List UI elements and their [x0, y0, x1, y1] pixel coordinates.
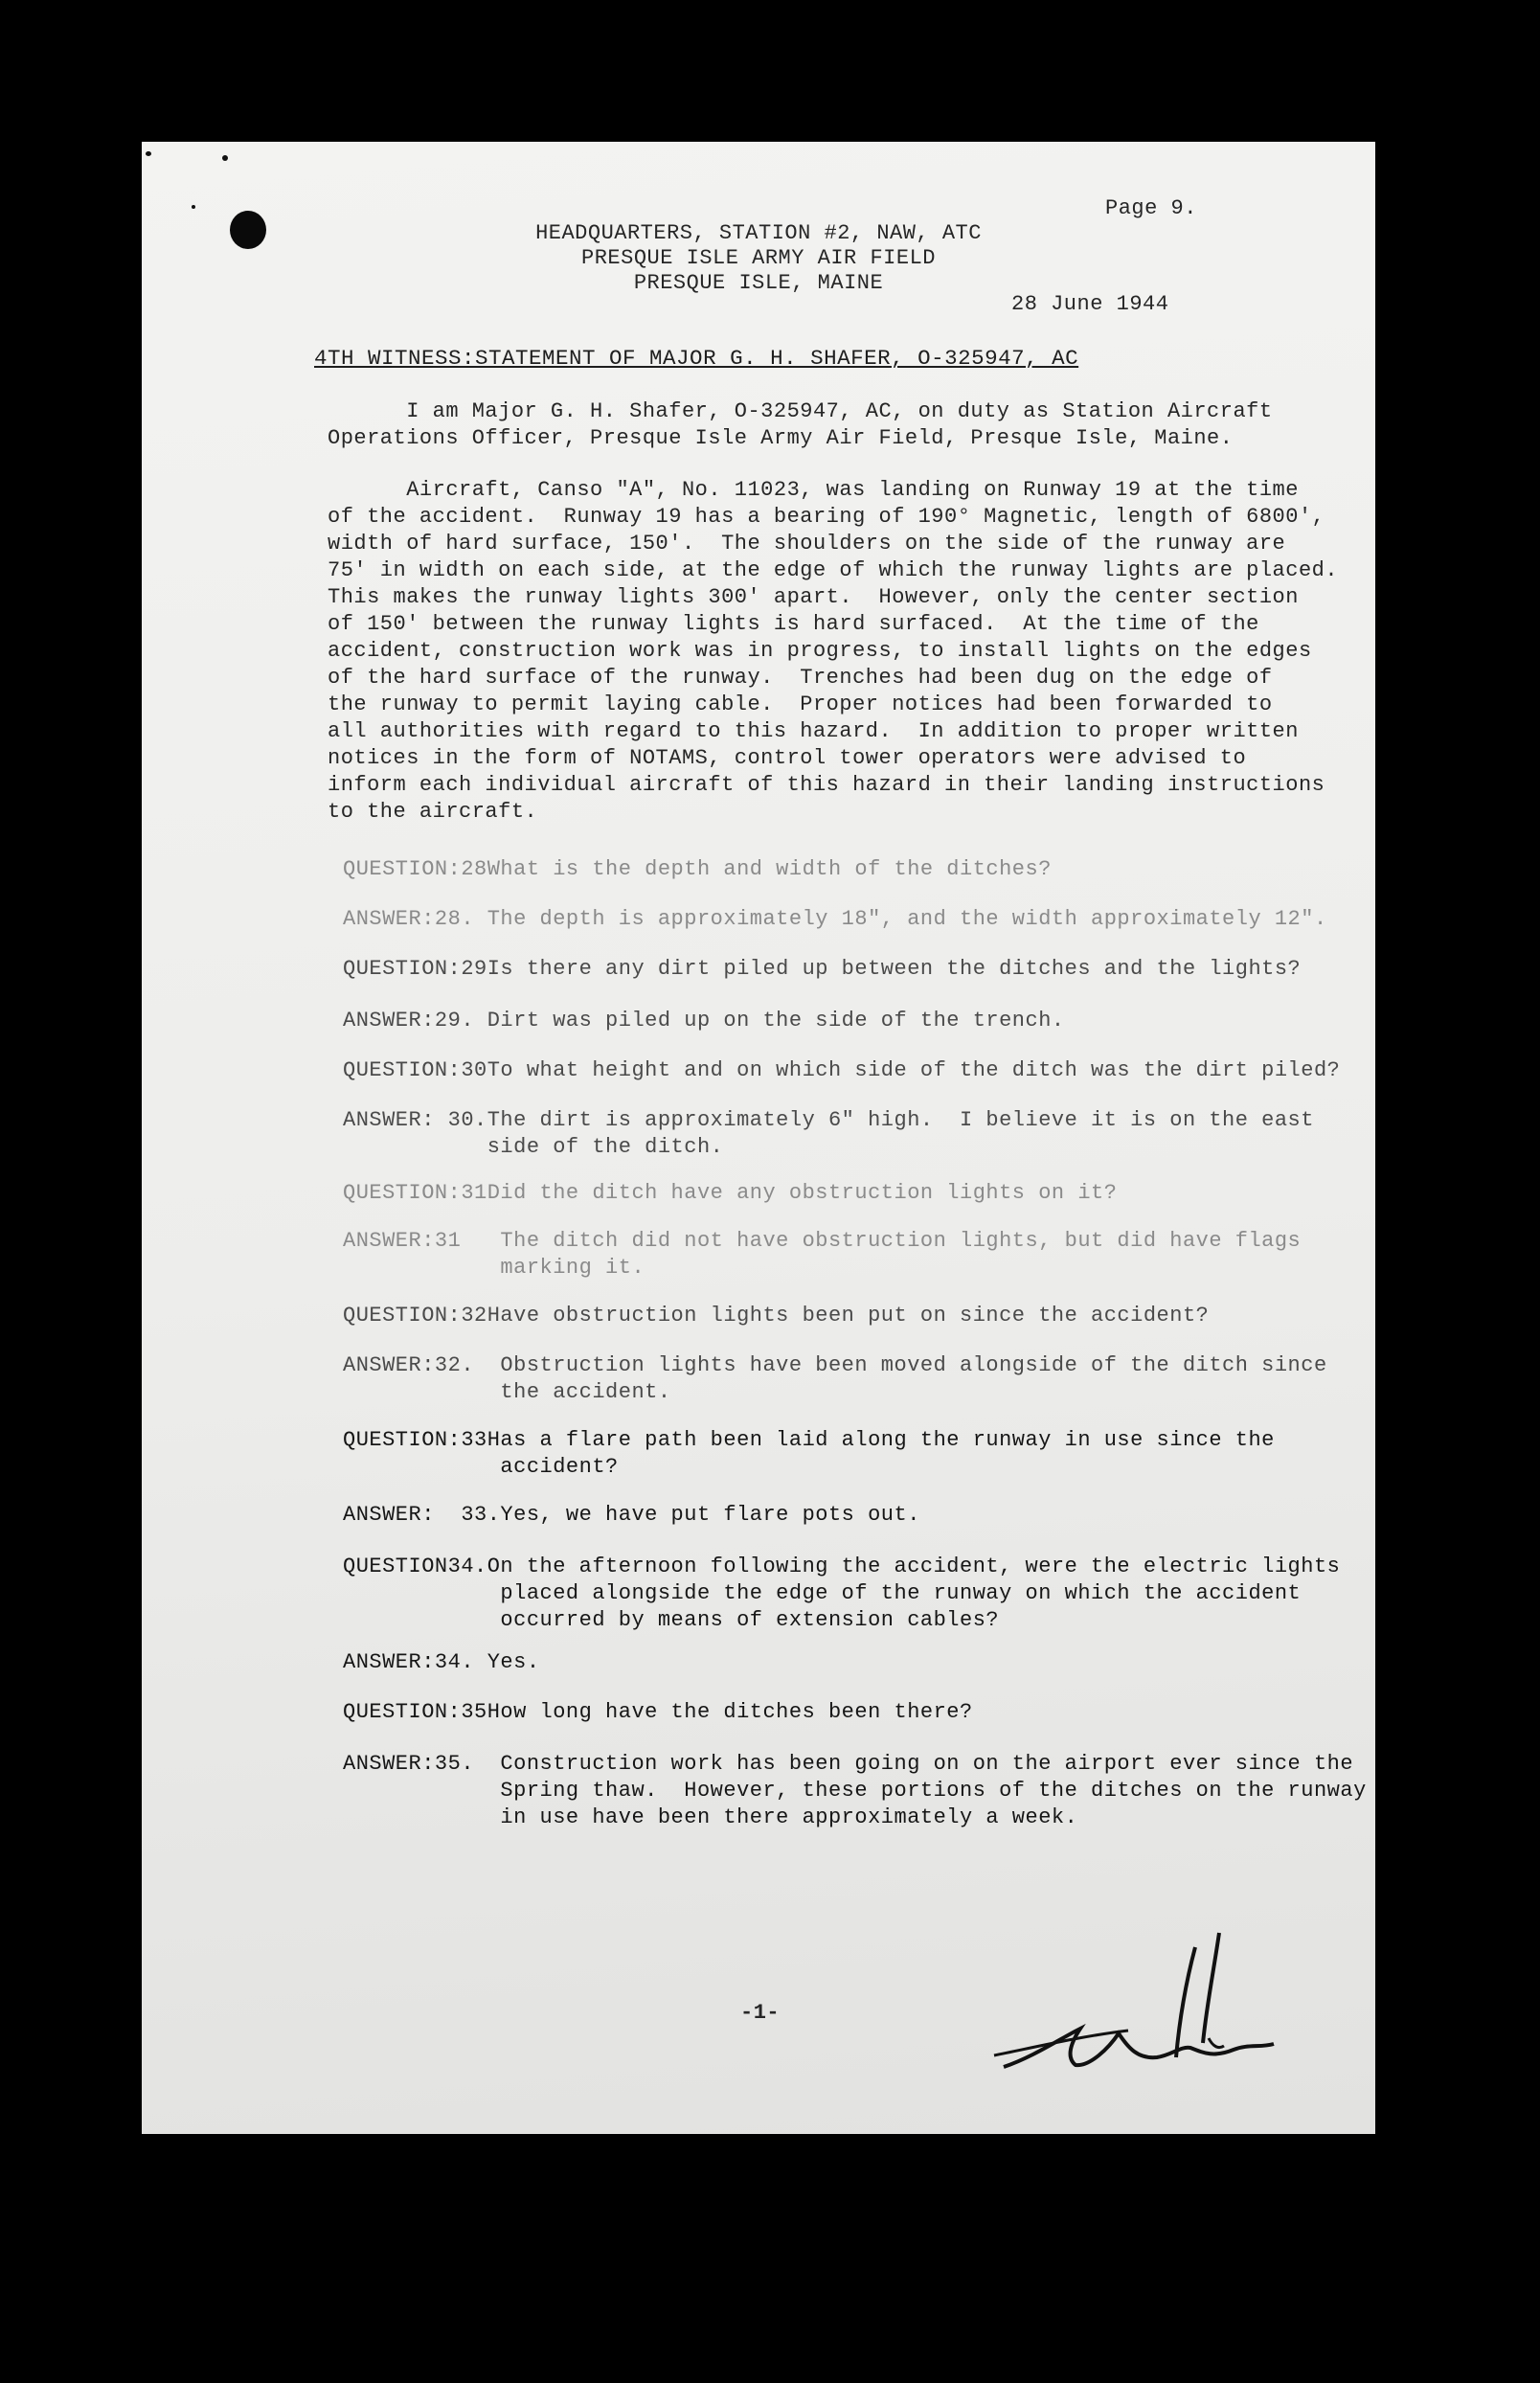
question-line: QUESTION34.On the afternoon following the accident, were the electric lights placed alongside the edge of the runway on which the accident occurred by means of extension cables? [343, 1555, 1341, 1632]
question-line: QUESTION:31Did the ditch have any obstruction lights on it? [343, 1181, 1118, 1205]
question-line: QUESTION:32Have obstruction lights been put on since the accident? [343, 1304, 1210, 1328]
handwritten-signature [975, 1923, 1320, 2077]
answer-line: ANSWER:29. Dirt was piled up on the side of the trench. [343, 1009, 1065, 1033]
answer-line: ANSWER:34. Yes. [343, 1650, 540, 1674]
answer-line: ANSWER:28. The depth is approximately 18", and the width approximately 12". [343, 907, 1327, 931]
header-line-3: PRESQUE ISLE, MAINE [633, 271, 884, 295]
answer-line: ANSWER:32. Obstruction lights have been moved alongside of the ditch since the accident. [343, 1353, 1327, 1404]
intro-paragraph: I am Major G. H. Shafer, O-325947, AC, on duty as Station Aircraft Operations Officer, Presque Isle Army Air Field, Presque Isle, Maine. [328, 399, 1273, 450]
question-line: QUESTION:28What is the depth and width of the ditches? [343, 857, 1052, 881]
document-date: 28 June 1944 [1011, 292, 1169, 316]
answer-line: ANSWER: 30.The dirt is approximately 6" high. I believe it is on the east side of the ditch. [343, 1108, 1314, 1159]
speck [146, 151, 151, 156]
speck [222, 155, 228, 161]
question-line: QUESTION:30To what height and on which side of the ditch was the dirt piled? [343, 1058, 1341, 1082]
header-line-1: HEADQUARTERS, STATION #2, NAW, ATC [535, 221, 982, 245]
speck [192, 205, 195, 209]
footer-page-number: -1- [740, 2001, 781, 2025]
answer-line: ANSWER: 33.Yes, we have put flare pots out. [343, 1503, 920, 1527]
answer-line: ANSWER:31 The ditch did not have obstruction lights, but did have flags marking it. [343, 1229, 1302, 1280]
question-line: QUESTION:29Is there any dirt piled up between the ditches and the lights? [343, 957, 1302, 981]
document-page [142, 142, 1375, 2134]
body-paragraph: Aircraft, Canso "A", No. 11023, was landing on Runway 19 at the time of the accident. Runway 19 has a bearing of 190° Magnetic, length of 6800', width of hard surface, 150'. The shoulders on the side of the runway are 75' in width on each side, at the edge of which the runway lights are placed. This makes the runway lights 300' apart. However, only the center section of 150' between the runway lights is hard surfaced. At the time of the accident, construction work was in progress, to install lights on the edges of the hard surface of the runway. Trenches had been dug on the edge of the runway to permit laying cable. Proper notices had been forwarded to all authorities with regard to this hazard. In addition to proper written notices in the form of NOTAMS, control tower operators were advised to inform each individual aircraft of this hazard in their landing instructions to the aircraft. [328, 478, 1339, 824]
statement-title: 4TH WITNESS:STATEMENT OF MAJOR G. H. SHAFER, O-325947, AC [314, 346, 1079, 371]
question-line: QUESTION:35How long have the ditches been there? [343, 1700, 973, 1724]
question-line: QUESTION:33Has a flare path been laid along the runway in use since the accident? [343, 1428, 1275, 1479]
answer-line: ANSWER:35. Construction work has been going on on the airport ever since the Spring thaw. However, these portions of the ditches on the runway in use have been there approximately a week. [343, 1752, 1367, 1829]
page-label: Page 9. [1105, 196, 1197, 220]
header-line-2: PRESQUE ISLE ARMY AIR FIELD [581, 246, 936, 270]
